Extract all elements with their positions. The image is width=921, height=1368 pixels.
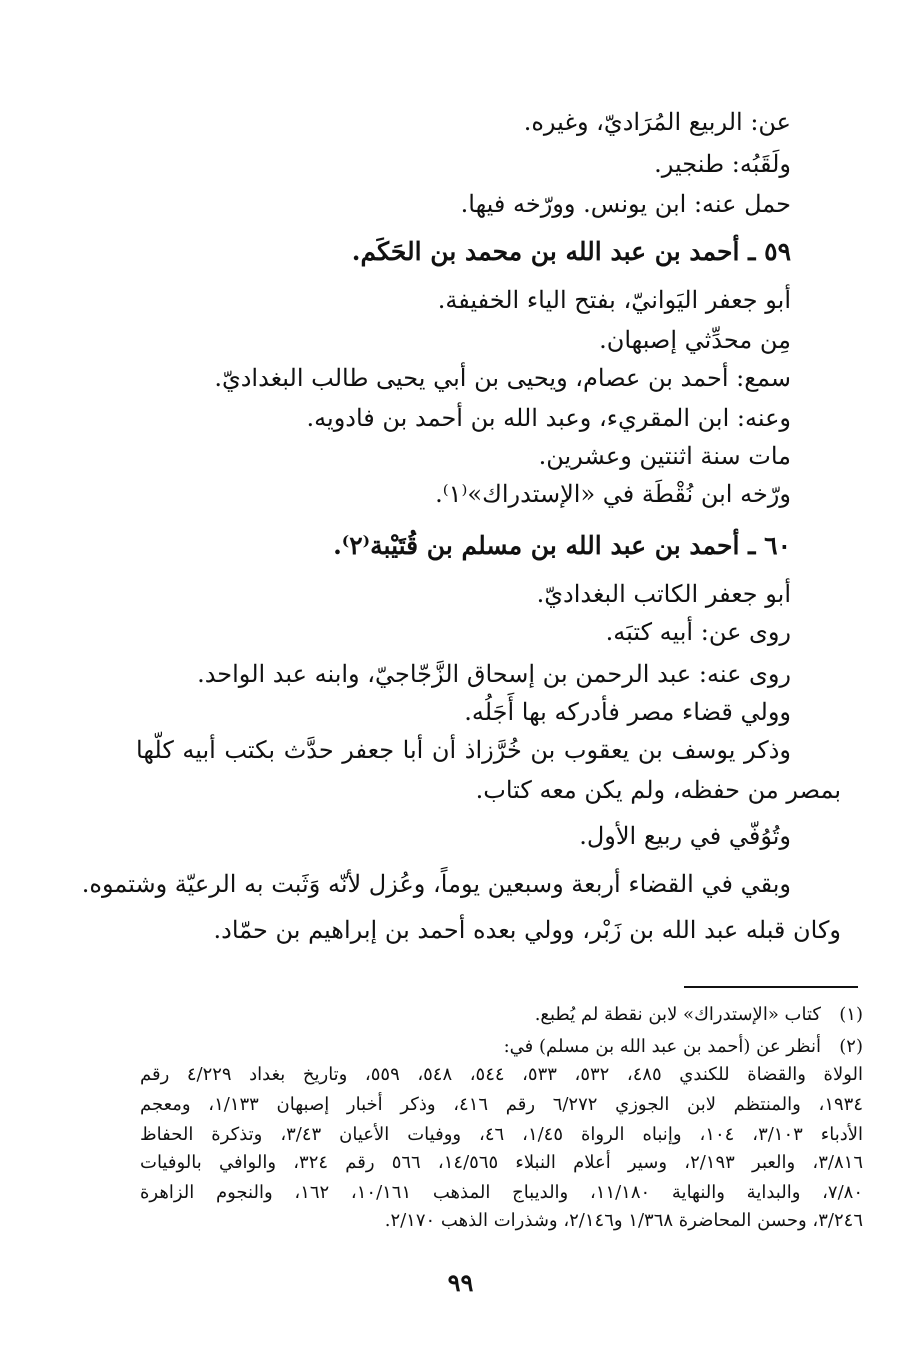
footnote-2-line-4: الأدباء ٣/١٠٣، ١٠٤، وإنباه الرواة ١/٤٥، ٤٦، ووفيات الأعيان ٣/٤٣، وتذكرة الحفاظ: [140, 1124, 863, 1145]
body-line-18: وتُوُفّي في ربيع الأول.: [579, 822, 791, 850]
body-line-9: مات سنة اثنتين وعشرين.: [538, 442, 791, 470]
body-line-1: عن: الربيع المُرَاديّ، وغيره.: [523, 108, 791, 136]
footnote-2-line-5: ٣/٨١٦، والعبر ٢/١٩٣، وسير أعلام النبلاء ١٤/٥٦٥، ٥٦٦ رقم ٣٢٤، والوافي بالوفيات: [140, 1152, 863, 1173]
footnote-1-text: كتاب «الإستدراك» لابن نقطة لم يُطبع.: [534, 1004, 821, 1025]
body-line-10: ورّخه ابن نُقْطَة في «الإستدراك»⁽١⁾.: [435, 480, 791, 508]
body-line-12: أبو جعفر الكاتب البغداديّ.: [536, 580, 791, 608]
body-line-20: وكان قبله عبد الله بن زَبْر، وولي بعده أحمد بن إبراهيم بن حمّاد.: [213, 916, 841, 944]
body-line-2: ولَقَبُه: طنجير.: [654, 150, 791, 178]
body-line-15: وولي قضاء مصر فأدركه بها أَجَلُه.: [464, 698, 791, 726]
footnote-2-line-7: ٣/٢٤٦، وحسن المحاضرة ١/٣٦٨ و٢/١٤٦، وشذرات الذهب ٢/١٧٠.: [384, 1210, 863, 1231]
footnote-2-mark: (٢): [839, 1036, 863, 1057]
page-number: ٩٩: [447, 1268, 474, 1297]
entry-59-title: ٥٩ ـ أحمد بن عبد الله بن محمد بن الحَكَم.: [351, 237, 791, 266]
body-line-6: مِن محدِّثي إصبهان.: [599, 326, 791, 354]
body-line-19: وبقي في القضاء أربعة وسبعين يوماً، وعُزل لأنّه وَثَبت به الرعيّة وشتموه.: [81, 870, 791, 898]
body-line-16: وذكر يوسف بن يعقوب بن خُرَّزاذ أن أبا جعفر حدَّث بكتب أبيه كلّها: [136, 736, 791, 764]
body-line-5: أبو جعفر اليَوانيّ، بفتح الياء الخفيفة.: [437, 286, 791, 314]
footnote-2-line-2: الولاة والقضاة للكندي ٤٨٥، ٥٣٢، ٥٣٣، ٥٤٤، ٥٤٨، ٥٥٩، وتاريخ بغداد ٤/٢٢٩ رقم: [140, 1064, 864, 1085]
body-line-7: سمع: أحمد بن عصام، ويحيى بن أبي يحيى طالب البغداديّ.: [214, 364, 791, 392]
entry-60-title: ٦٠ ـ أحمد بن عبد الله بن مسلم بن قُتَيْبة⁽٢⁾.: [333, 531, 791, 560]
footnote-separator: [684, 986, 858, 988]
footnote-2-line-3: ١٩٣٤، والمنتظم لابن الجوزي ٦/٢٧٢ رقم ٤١٦، وذكر أخبار إصبهان ١/١٣٣، ومعجم: [140, 1094, 863, 1115]
footnote-2-line-1: أنظر عن (أحمد بن عبد الله بن مسلم) في:: [503, 1036, 821, 1057]
body-line-17: بمصر من حفظه، ولم يكن معه كتاب.: [475, 776, 841, 804]
body-line-8: وعنه: ابن المقريء، وعبد الله بن أحمد بن فادويه.: [306, 404, 791, 432]
body-line-14: روى عنه: عبد الرحمن بن إسحاق الزَّجّاجيّ، وابنه عبد الواحد.: [197, 660, 791, 688]
footnote-2-line-6: ٧/٨٠، والبداية والنهاية ١١/١٨٠، والديباج المذهب ١٠/١٦١، ١٦٢، والنجوم الزاهرة: [140, 1182, 863, 1203]
body-line-13: روى عن: أبيه كتبَه.: [605, 618, 791, 646]
body-line-3: حمل عنه: ابن يونس. وورّخه فيها.: [460, 190, 791, 218]
footnote-1-mark: (١): [839, 1004, 863, 1025]
